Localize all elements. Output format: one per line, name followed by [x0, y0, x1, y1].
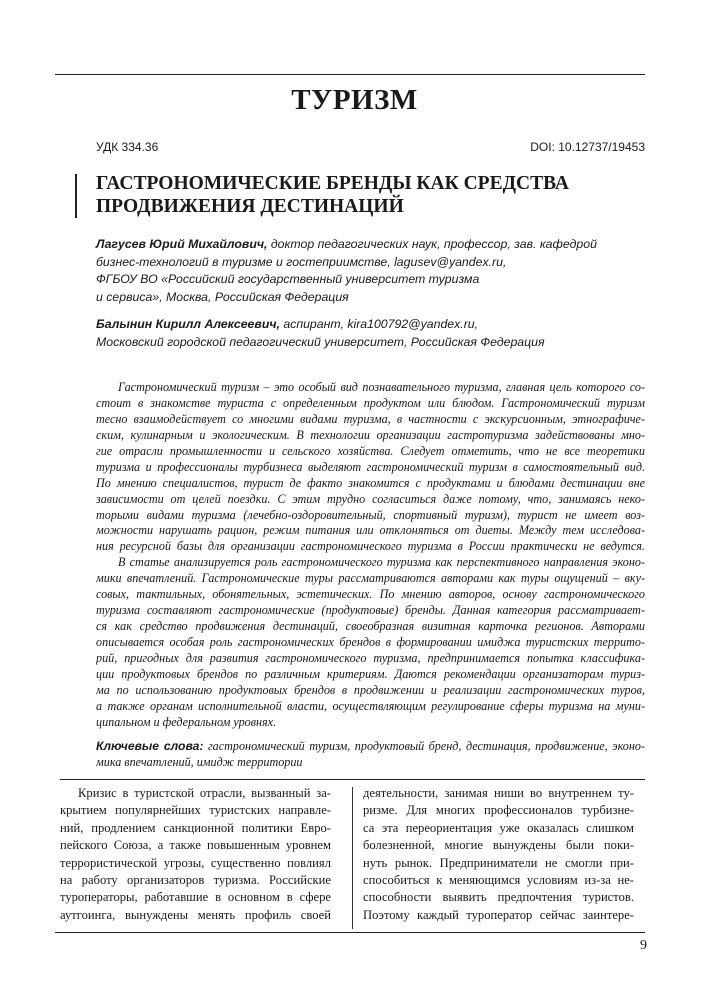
abstract-line: ния ресурсной базы для организации гастрономического туризма в России практически не ведутся.: [96, 539, 645, 554]
body-line: способиться к меняющимся условиям из-за не-: [363, 872, 634, 887]
keywords-text: гастрономический туризм, продуктовый бренд, дестинация, продвижение, эконо-: [203, 739, 645, 753]
body-line: способности выявить предпочтения туристов.: [363, 890, 634, 905]
keywords-text: мика впечатлений, имидж территории: [96, 754, 303, 769]
abstract-line: совых, тактильных, обонятельных, эстетических. По мнению авторов, основу гастрономического: [96, 587, 645, 602]
column-divider: [352, 787, 353, 929]
abstract-line: ции продуктовых брендов по различным критериям. Даются рекомендации организаторам туриз-: [96, 666, 645, 681]
abstract-line: ся как средство продвижения дестинаций, своеобразная визитная карточка регионов. Авторами: [96, 619, 645, 634]
body-line: деятельности, занимая ниши во внутреннем ту-: [363, 786, 634, 800]
body-line: нуть рынок. Предприниматели не смогли при-: [363, 855, 634, 870]
abstract-line: В статье анализируется роль гастрономического туризма как перспективного направления эконо-: [118, 555, 645, 570]
body-column-right: [363, 785, 634, 924]
author-1-affiliation-line: доктор педагогических наук, профессор, зав. кафедрой: [267, 237, 597, 251]
body-line: Кризис в туристской отрасли, вызванный за-: [78, 786, 331, 800]
author-1: [96, 236, 656, 306]
abstract-line: гие отрасли промышленности и сельского хозяйства. Следует отметить, что не все теоретики: [96, 443, 645, 458]
abstract-line: торыми видами туризма (лечебно-оздоровительный, спортивный туризм), турист не имеет воз-: [96, 507, 645, 522]
abstract-line: туризма и профессионалы турбизнеса выделяют гастрономический туризм в самостоятельный вид.: [96, 459, 645, 474]
abstract-line: Гастрономический туризм – это особый вид познавательного туризма, главная цель которого со-: [118, 380, 645, 394]
keywords-label: Ключевые слова:: [96, 739, 204, 753]
body-line: на работу организаторов туризма. Российские: [60, 872, 331, 887]
title-accent-bar: [75, 174, 77, 218]
abstract: [96, 380, 645, 731]
author-1-affiliation-line: ФГБОУ ВО «Российский государственный университет туризма: [96, 272, 480, 286]
header-top-rule: [55, 74, 645, 75]
author-1-affiliation-line: и сервиса», Москва, Российская Федерация: [96, 289, 349, 304]
abstract-line: рий, пригодных для развития гастрономического туризма, предпринимается попытка классифика-: [96, 650, 645, 665]
section-title: ТУРИЗМ: [291, 84, 418, 116]
abstract-line: По мнению специалистов, турист де факто знакомится с продуктами и блюдами дестинации вне: [96, 475, 645, 490]
body-line: аутгоинга, вынуждены менять профиль своей: [60, 907, 331, 922]
abstract-line: ма по использованию продуктовых брендов в продвижении и реализации гастрономических туров,: [96, 682, 645, 697]
abstract-line: ципальном и федеральном уровнях.: [96, 714, 277, 729]
abstract-line: ским, кулинарным и экологическим. В технологии организации гастротуризма задействованы мно-: [96, 427, 645, 442]
body-line: Поэтому каждый туроператор сейчас заинтере-: [363, 907, 634, 922]
body-line: са эта переориентация уже оказалась слишком: [363, 820, 634, 835]
abstract-line: стоит в знакомстве туриста с определенным продуктом или блюдом. Гастрономический туризм: [96, 395, 645, 410]
body-line: болезненной, многие вынуждены были поки-: [363, 838, 634, 853]
page-number: 9: [640, 938, 647, 953]
abstract-line: а также органам исполнительной власти, осуществляющим регулирование сферы туризма на муни-: [96, 698, 645, 713]
body-line: пейского Союза, а также повышенным уровнем: [60, 838, 331, 853]
body-top-rule: [60, 779, 645, 780]
footer-rule: [55, 932, 645, 933]
body-line: ризме. Для многих профессионалов турбизне-: [363, 803, 634, 818]
article-title: [96, 172, 656, 218]
abstract-line: туризма составляют гастрономические (продуктовые) бренды. Данная категория рассматривает-: [96, 603, 645, 618]
udk-code: УДК 334.36: [96, 140, 159, 154]
author-1-affiliation-line: бизнес-технологий в туризме и гостеприимстве, lagusev@yandex.ru,: [96, 254, 507, 269]
author-2-affiliation-line: Московский городской педагогический университет, Российская Федерация: [96, 334, 545, 349]
author-2-name: Балынин Кирилл Алексеевич,: [96, 317, 280, 331]
body-line: туроператоры, работавшие в основном в сфере: [60, 890, 331, 905]
abstract-line: описывается особая роль гастрономических брендов в формировании имиджа туристских террито-: [96, 635, 645, 649]
body-column-left: [60, 785, 331, 924]
article-title-line: ГАСТРОНОМИЧЕСКИЕ БРЕНДЫ КАК СРЕДСТВА: [96, 173, 569, 194]
author-2-affiliation-line: аспирант, kira100792@yandex.ru,: [279, 317, 479, 331]
keywords: [96, 738, 645, 770]
body-line: крытием популярнейших туристских направле-: [60, 803, 331, 818]
abstract-line: можности нарушать рацион, режим питания или отклоняться от диеты. Между тем исследова-: [96, 523, 645, 538]
abstract-line: мики впечатлений. Гастрономические туры рассматриваются авторами как туры ощущений – вку-: [96, 571, 645, 586]
article-title-line: ПРОДВИЖЕНИЯ ДЕСТИНАЦИЙ: [96, 196, 404, 217]
body-line: террористической угрозы, существенно повлиял: [60, 855, 331, 870]
author-2: [96, 316, 656, 351]
abstract-line: тесно взаимодействует со многими видами туризма, в частности с экскурсионным, этнографиче-: [96, 411, 645, 426]
author-1-name: Лагусев Юрий Михайлович,: [96, 237, 268, 251]
body-line: ний, продлением санкционной политики Евро-: [60, 820, 331, 835]
abstract-line: зависимости от целей поездки. С этим трудно согласиться даже потому, что, занимаясь неко-: [96, 491, 645, 506]
doi-code: DOI: 10.12737/19453: [530, 140, 645, 154]
